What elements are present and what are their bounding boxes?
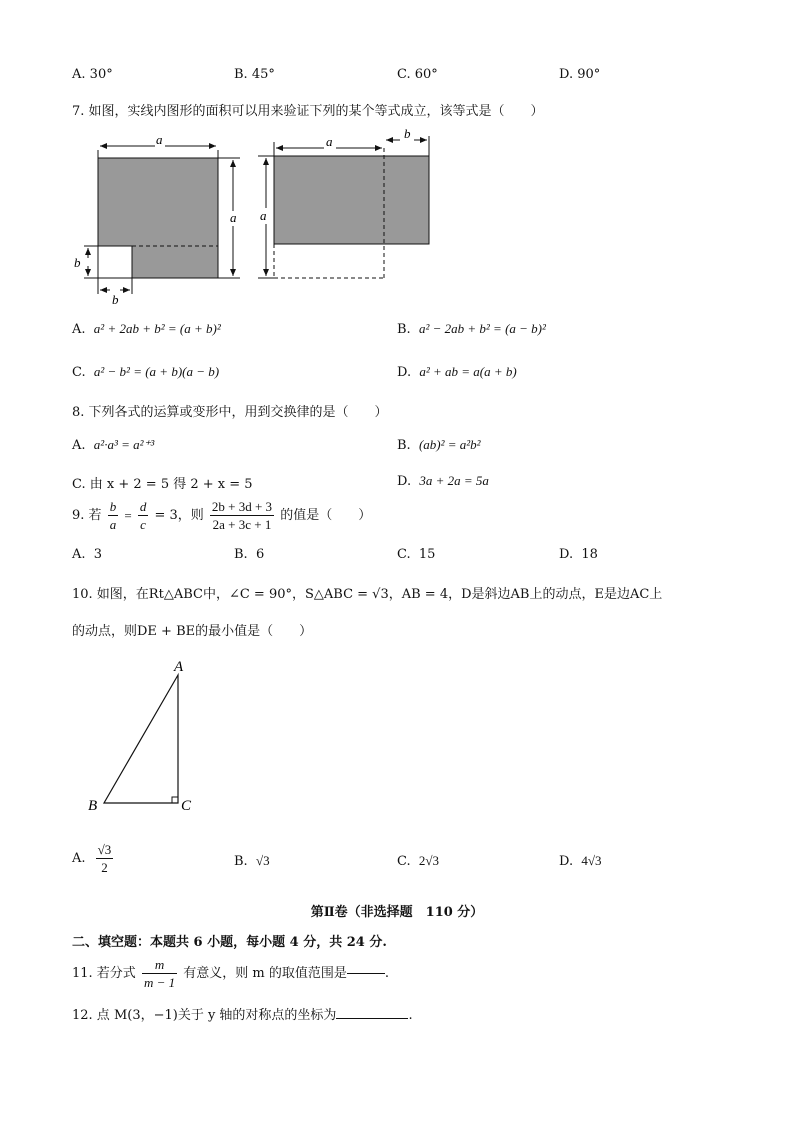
- vertex-b-label: B: [88, 798, 98, 814]
- q10-option-a: A. $\frac{√3}{2}$: [72, 842, 112, 875]
- part2-title: 第Ⅱ卷（非选择题 110 分）: [310, 905, 484, 920]
- label-a-top-right: a: [326, 134, 333, 149]
- q7-option-c: C. a² − b² = (a + b)(a − b): [72, 364, 220, 380]
- q10-triangle-figure: [80, 655, 220, 815]
- q10-option-b: B. √3: [234, 853, 270, 869]
- sqrt3-over-2: $\frac{√3}{2}$: [97, 842, 112, 875]
- q10-option-c: C. 2√3: [397, 853, 440, 869]
- label-a-top-left: a: [156, 132, 163, 147]
- q8-option-b: B. (ab)² = a²b²: [397, 437, 481, 453]
- right-shaded-rect: [274, 156, 429, 244]
- vertex-a-label: A: [174, 659, 184, 675]
- q9-frac-b-a: $\frac{b}{a}$: [109, 499, 117, 532]
- q9-frac-d-c: $\frac{d}{c}$: [139, 499, 147, 532]
- q8-stem: 8. 下列各式的运算或变形中，用到交换律的是（ ）: [72, 405, 388, 420]
- q11-frac: $\frac{m}{m - 1}$: [143, 957, 176, 990]
- section-heading: 二、填空题：本题共 6 小题，每小题 4 分，共 24 分.: [72, 935, 387, 950]
- q9-stem: 9. 若 $\frac{b}{a}$ = $\frac{d}{c}$ = 3，则 $\frac{2b + 3d + 3}{2a + 3c + 1}$ 的值是（ ）: [72, 499, 372, 532]
- q7-figure: [70, 126, 450, 306]
- q9-option-d: D. 18: [559, 547, 598, 562]
- q10-stem-line1: 10. 如图，在Rt△ABC中，∠C = 90°，S△ABC = √3，AB = 4，D是斜边AB上的动点，E是边AC上: [72, 587, 663, 602]
- q12-answer-blank[interactable]: [336, 1018, 408, 1019]
- small-square: [98, 246, 132, 278]
- q11-answer-blank[interactable]: [347, 973, 385, 974]
- q7-option-a: A. a² + 2ab + b² = (a + b)²: [72, 321, 221, 337]
- q7-option-b: B. a² − 2ab + b² = (a − b)²: [397, 321, 546, 337]
- q7-option-d: D. a² + ab = a(a + b): [397, 364, 517, 380]
- q12-stem: 12. 点 M(3，−1)关于 y 轴的对称点的坐标为 .: [72, 1008, 413, 1023]
- q7-stem: 7. 如图，实线内图形的面积可以用来验证下列的某个等式成立，该等式是（ ）: [72, 104, 544, 119]
- q9-option-c: C. 15: [397, 547, 436, 562]
- label-b-bottom: b: [112, 292, 119, 306]
- label-a-left-right: a: [260, 208, 267, 223]
- q6-option-a: A. 30°: [72, 67, 113, 82]
- q8-option-c: C. 由 x + 2 = 5 得 2 + x = 5: [72, 477, 253, 492]
- q6-option-b: B. 45°: [234, 67, 275, 82]
- q10-option-d: D. 4√3: [559, 853, 602, 869]
- label-a-right-left: a: [230, 210, 237, 225]
- q9-frac-expression: $\frac{2b + 3d + 3}{2a + 3c + 1}$: [211, 499, 273, 532]
- vertex-c-label: C: [181, 798, 192, 814]
- label-b-left: b: [74, 255, 81, 270]
- q6-option-c: C. 60°: [397, 67, 438, 82]
- q6-option-d: D. 90°: [559, 67, 601, 82]
- q9-option-b: B. 6: [234, 547, 265, 562]
- q8-option-d: D. 3a + 2a = 5a: [397, 473, 489, 489]
- label-b-top-right: b: [404, 126, 411, 141]
- q8-option-a: A. a²·a³ = a²⁺³: [72, 437, 155, 453]
- q11-stem: 11. 若分式 $\frac{m}{m - 1}$ 有意义，则 m 的取值范围是 .: [72, 957, 389, 990]
- q9-option-a: A. 3: [72, 547, 103, 562]
- q10-stem-line2: 的动点，则DE + BE的最小值是（ ）: [72, 624, 313, 639]
